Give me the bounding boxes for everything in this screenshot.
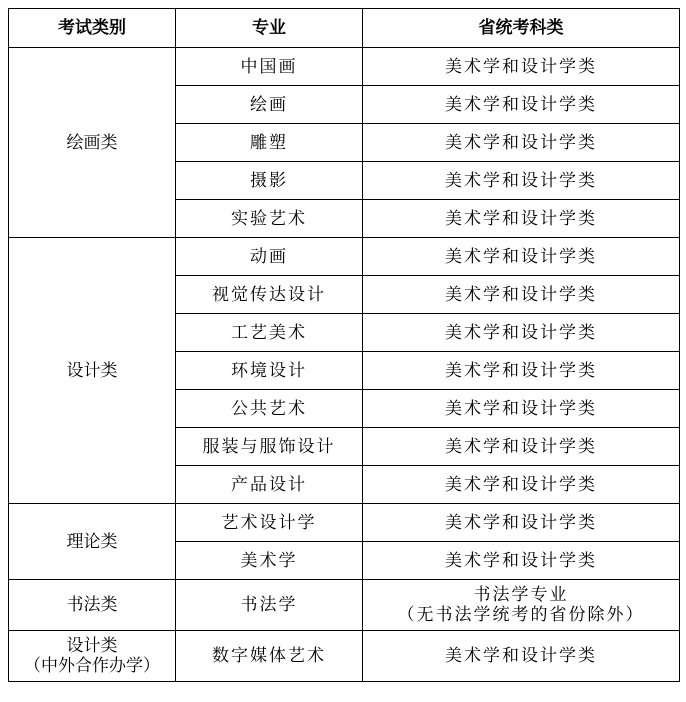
table-row bbox=[9, 631, 680, 682]
subject-cell: 美术学和设计学类 bbox=[363, 86, 680, 124]
subject-cell: 美术学和设计学类 bbox=[363, 542, 680, 580]
subject-cell bbox=[363, 580, 680, 631]
subject-cell: 美术学和设计学类 bbox=[363, 504, 680, 542]
major-cell: 雕塑 bbox=[176, 124, 363, 162]
major-cell: 摄影 bbox=[176, 162, 363, 200]
category-cell: 绘画类 bbox=[9, 48, 176, 238]
subject-cell: 美术学和设计学类 bbox=[363, 238, 680, 276]
subject-cell: 美术学和设计学类 bbox=[363, 314, 680, 352]
major-cell: 艺术设计学 bbox=[176, 504, 363, 542]
major-cell: 美术学 bbox=[176, 542, 363, 580]
subject-cell: 美术学和设计学类 bbox=[363, 162, 680, 200]
header-major: 专业 bbox=[176, 9, 363, 48]
table-row bbox=[9, 238, 680, 276]
major-cell: 实验艺术 bbox=[176, 200, 363, 238]
major-cell: 数字媒体艺术 bbox=[176, 631, 363, 682]
subject-line: 书法学专业 bbox=[473, 585, 569, 605]
major-cell: 绘画 bbox=[176, 86, 363, 124]
category-cell: 理论类 bbox=[9, 504, 176, 580]
category-note: （中外合作办学） bbox=[24, 656, 160, 676]
category-cell: 书法类 bbox=[9, 580, 176, 631]
major-cell: 视觉传达设计 bbox=[176, 276, 363, 314]
subject-cell: 美术学和设计学类 bbox=[363, 390, 680, 428]
subject-cell: 美术学和设计学类 bbox=[363, 352, 680, 390]
table-row bbox=[9, 580, 680, 631]
header-subject: 省统考科类 bbox=[363, 9, 680, 48]
major-cell: 中国画 bbox=[176, 48, 363, 86]
table-row bbox=[9, 48, 680, 86]
major-cell: 书法学 bbox=[176, 580, 363, 631]
major-cell: 环境设计 bbox=[176, 352, 363, 390]
subject-cell: 美术学和设计学类 bbox=[363, 428, 680, 466]
subject-cell: 美术学和设计学类 bbox=[363, 124, 680, 162]
subject-cell: 美术学和设计学类 bbox=[363, 200, 680, 238]
table-row bbox=[9, 504, 680, 542]
major-cell: 产品设计 bbox=[176, 466, 363, 504]
major-cell: 服装与服饰设计 bbox=[176, 428, 363, 466]
major-cell: 动画 bbox=[176, 238, 363, 276]
category-cell bbox=[9, 631, 176, 682]
subject-cell: 美术学和设计学类 bbox=[363, 48, 680, 86]
category-cell: 设计类 bbox=[9, 238, 176, 504]
major-cell: 工艺美术 bbox=[176, 314, 363, 352]
majors-table bbox=[8, 8, 680, 682]
subject-cell: 美术学和设计学类 bbox=[363, 276, 680, 314]
category-line: 设计类 bbox=[66, 636, 118, 656]
subject-note: （无书法学统考的省份除外） bbox=[397, 605, 645, 625]
subject-cell: 美术学和设计学类 bbox=[363, 631, 680, 682]
header-category: 考试类别 bbox=[9, 9, 176, 48]
subject-cell: 美术学和设计学类 bbox=[363, 466, 680, 504]
major-cell: 公共艺术 bbox=[176, 390, 363, 428]
header-row bbox=[9, 9, 680, 48]
